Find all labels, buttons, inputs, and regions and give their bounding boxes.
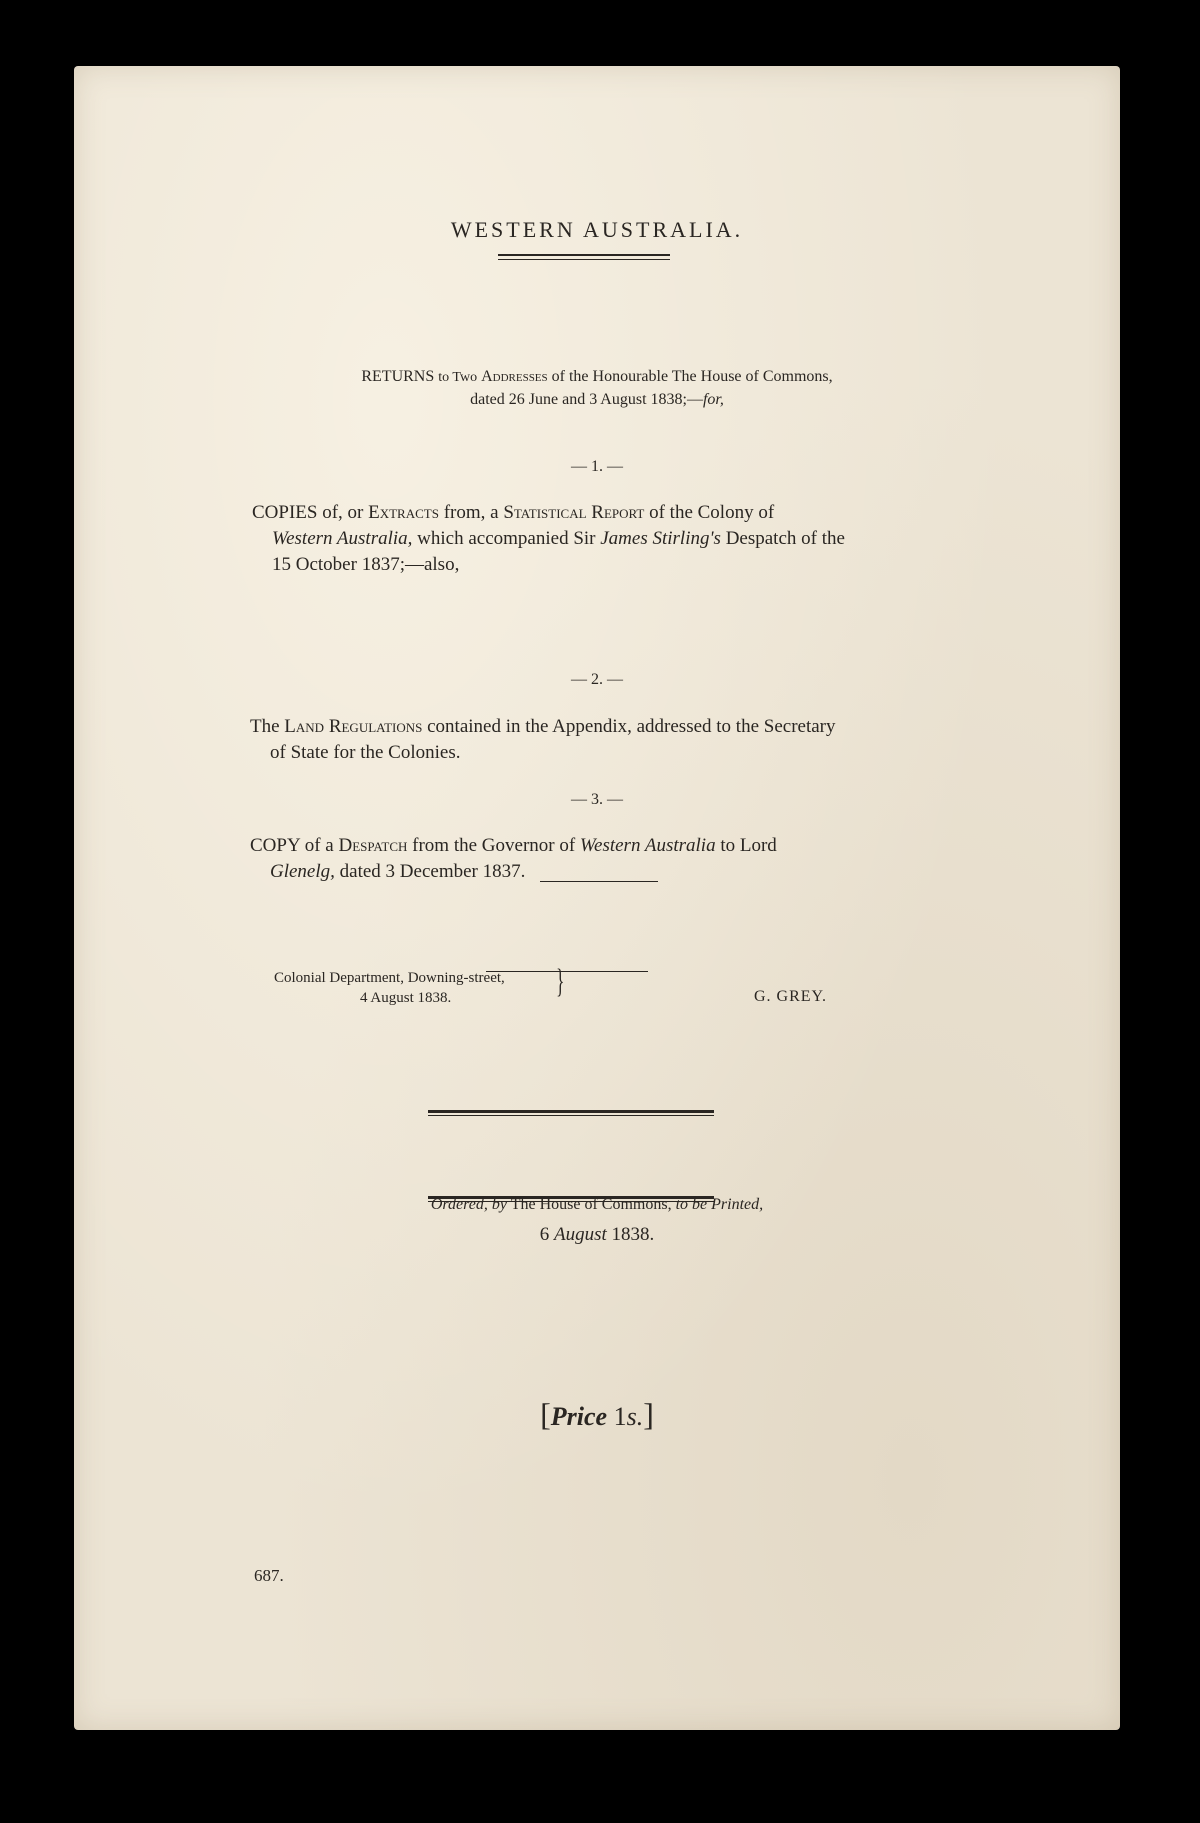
ordered-month: August xyxy=(553,1224,607,1245)
s3-e: to Lord xyxy=(720,835,777,856)
signatory: G. GREY. xyxy=(754,988,828,1005)
section-2-text xyxy=(250,714,983,766)
s1-g: which accompanied Sir xyxy=(417,528,596,549)
s3-g: dated 3 December 1837. xyxy=(339,861,526,882)
section-3-number: — 3. — xyxy=(571,791,623,808)
rule-below-signature xyxy=(486,971,648,972)
ordered-by: Ordered, by xyxy=(430,1196,507,1213)
section-1-number: — 1. — xyxy=(571,458,623,475)
ordered-year: 1838. xyxy=(611,1224,655,1245)
s3-western-australia: Western Australia xyxy=(579,835,716,856)
returns-to: to Two xyxy=(438,370,478,385)
returns-addresses: Addresses xyxy=(481,368,548,385)
s1-western-australia: Western Australia, xyxy=(272,528,413,549)
ordered-date xyxy=(74,1224,1120,1246)
rule-above-ordered xyxy=(428,1110,714,1116)
sheet-number: 687. xyxy=(254,1566,284,1585)
price-open-bracket: [ xyxy=(540,1396,551,1432)
s2-land-regulations: Land Regulations xyxy=(284,716,423,737)
price-close-bracket: ] xyxy=(643,1396,654,1432)
returns-heading xyxy=(74,366,1120,411)
section-3-text xyxy=(250,833,983,885)
s1-c: from, a xyxy=(443,502,499,523)
rule-above-signature xyxy=(540,881,658,882)
s2-a: The xyxy=(250,716,280,737)
s1-statistical-report: Statistical Report xyxy=(503,502,645,523)
s1-james-stirling: James Stirling's xyxy=(600,528,721,549)
returns-for: for, xyxy=(702,391,724,408)
ordered-day: 6 xyxy=(539,1224,550,1245)
section-2-number: — 2. — xyxy=(571,671,623,688)
s3-c: from the Governor of xyxy=(412,835,576,856)
returns-dated: dated 26 June and 3 August 1838;— xyxy=(470,391,703,408)
s3-a: COPY of a xyxy=(250,835,334,856)
department-date: 4 August 1838. xyxy=(360,990,452,1006)
document-page xyxy=(74,66,1120,1730)
s2-c: contained in the Appendix, addressed to the Secretary xyxy=(427,716,836,737)
s1-j: 15 October 1837;—also, xyxy=(272,554,460,575)
price-word: Price xyxy=(550,1402,608,1431)
returns-rest: of the Honourable The House of Commons, xyxy=(551,368,833,385)
title-rule xyxy=(498,254,670,260)
s3-despatch: Despatch xyxy=(338,835,408,856)
returns-lead: RETURNS xyxy=(361,368,435,385)
department-line: Colonial Department, Downing-street, xyxy=(274,970,505,986)
rule-below-ordered xyxy=(428,1196,714,1202)
signature-brace: } xyxy=(556,963,565,1000)
ordered-printed: to be Printed, xyxy=(675,1196,764,1213)
document-title: WESTERN AUSTRALIA. xyxy=(450,217,744,242)
price-label xyxy=(74,1396,1120,1433)
s3-glenelg: Glenelg, xyxy=(270,861,335,882)
section-1-text xyxy=(252,500,985,578)
colonial-department xyxy=(274,968,564,1008)
ordered-house: The House of Commons, xyxy=(510,1196,672,1213)
s1-i: Despatch of the xyxy=(725,528,845,549)
s1-e: of the Colony of xyxy=(649,502,775,523)
price-amount: 1 xyxy=(613,1402,627,1431)
s1-a: COPIES of, or xyxy=(252,502,364,523)
price-unit: s. xyxy=(626,1402,644,1431)
s1-extracts: Extracts xyxy=(368,502,439,523)
s2-d: of State for the Colonies. xyxy=(270,742,461,763)
